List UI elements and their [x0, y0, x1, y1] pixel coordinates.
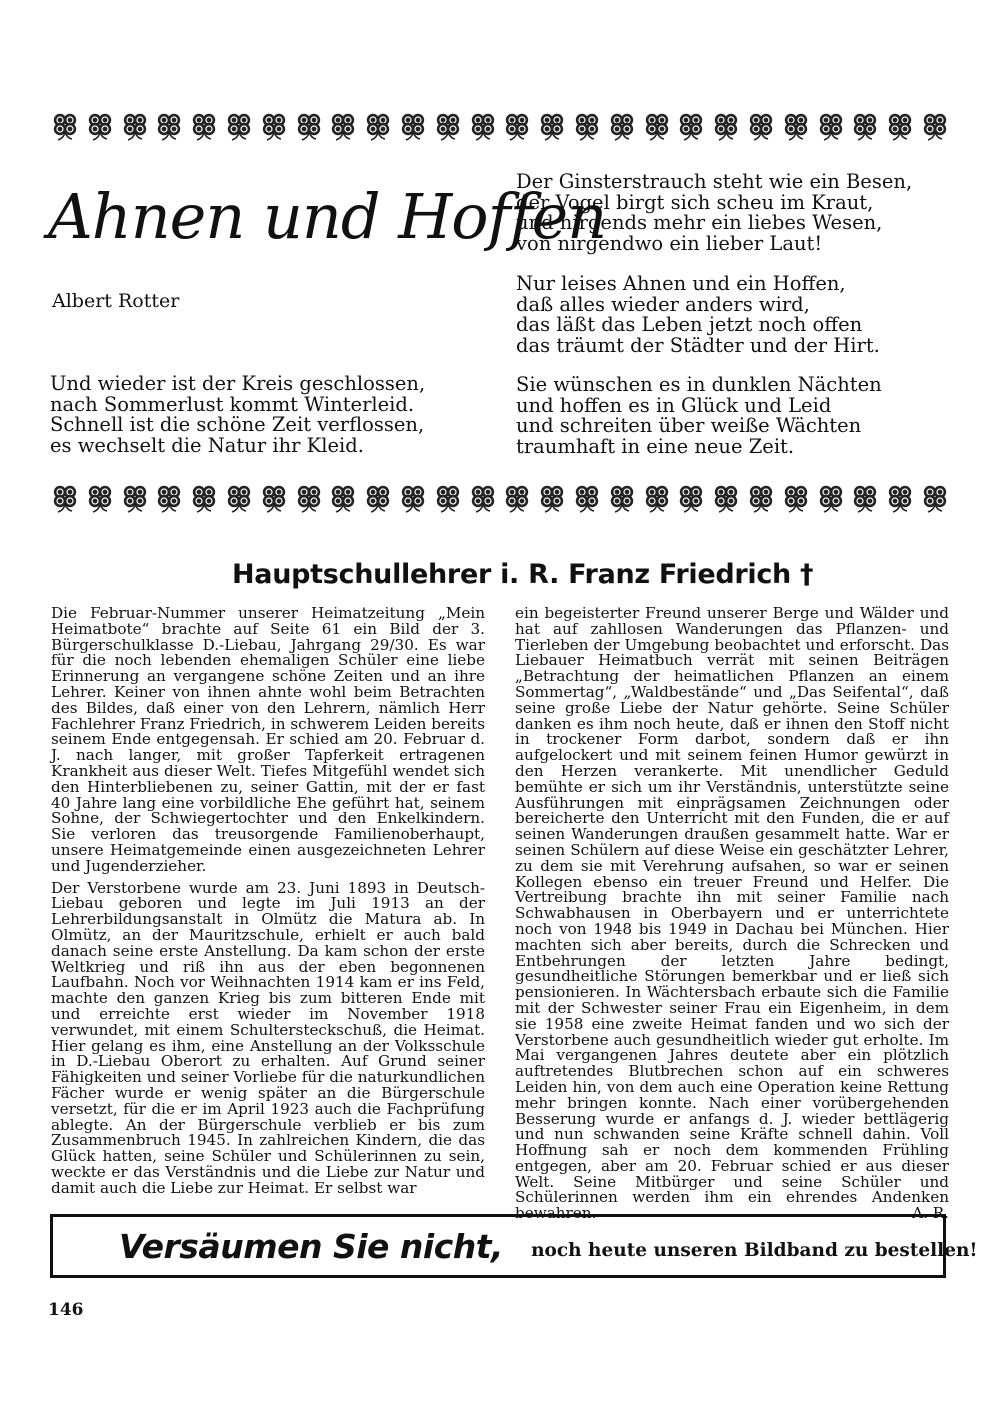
- cloverleaf-ornament-icon: [850, 110, 880, 142]
- obituary-signature: A. R.: [912, 1204, 949, 1223]
- poem-line: nach Sommerlust kommt Winterleid.: [50, 392, 415, 416]
- obituary-paragraph-text: ein begeisterter Freund unserer Berge und Wälder und hat auf zahllosen Wanderungen das Pflanzen- und Tierleben der Umgebung beobachtet und erforscht. Das Liebauer Heimatbuch verrät mit seinen Beiträgen „Betrachtung der heimatlichen Pflanzen an einem Sommertag“, „Waldbestände“ und „Das Seifental“, daß seine große Liebe der Natur gehörte. Seine Schüler danken es ihm noch heute, daß er ihnen den Stoff nicht in trockener Form darbot, sondern daß er ihn aufgelockert und mit seinem feinen Humor gewürzt in den Herzen verankerte. Mit unendlicher Geduld bemühte er sich um ihr Verständnis, unterstützte seine Ausführungen mit einprägsamen Zeichnungen oder bereicherte den Unterricht mit den Funden, die er auf seinen Wanderungen draußen gesammelt hatte. War er seinen Schülern auf diese Weise ein geschätzter Lehrer, zu dem sie mit Verehrung aufsahen, so war er seinen Kollegen ebenso ein treuer Freund und Helfer. Die Vertreibung brachte ihn mit seiner Familie nach Schwabhausen in Oberbayern und er unterrichtete noch von 1948 bis 1949 in Dachau bei München. Hier machten sich aber bereits, durch die Schrecken und Entbehrungen der letzten Jahre bedingt, gesundheitliche Störungen bemerkbar und er ließ sich pensionieren. In Wächtersbach erbaute sich die Familie mit der Schwester seiner Frau ein Eigenheim, in dem sie 1958 eine zweite Heimat fanden und wo sich der Verstorbene auch gesundheitlich wieder gut erholte. Im Mai vergangenen Jahres deutete aber ein plötzlich auftretendes Blutbrechen schon auf ein schweres Leiden hin, von dem auch eine Operation keine Rettung mehr bringen konnte. Nach einer vorübergehenden Besserung wurde er anfangs d. J. wieder bettlägerig und nun schwanden seine Kräfte schnell dahin. Voll Hoffnung sah er noch dem kommenden Frühling entgegen, aber am 20. Februar schied er aus dieser Welt. Seine Mitbürger und seine Schüler und Schülerinnen werden ihm ein ehrendes Andenken bewahren.: [515, 604, 949, 1223]
- ornament-border-bottom: [50, 476, 950, 520]
- advertisement-headline: Versäumen Sie nicht,: [119, 1226, 504, 1266]
- cloverleaf-ornament-icon: [154, 110, 184, 142]
- cloverleaf-ornament-icon: [224, 482, 254, 514]
- cloverleaf-ornament-icon: [433, 110, 463, 142]
- page-number: 146: [48, 1300, 84, 1320]
- poem-author: Albert Rotter: [52, 290, 180, 312]
- cloverleaf-ornament-icon: [468, 482, 498, 514]
- poem-stanza-right-3: [516, 375, 882, 457]
- cloverleaf-ornament-icon: [189, 482, 219, 514]
- cloverleaf-ornament-icon: [642, 482, 672, 514]
- cloverleaf-ornament-icon: [294, 110, 324, 142]
- poem-title: Ahnen und Hoffen: [48, 180, 607, 253]
- poem-line: es wechselt die Natur ihr Kleid.: [50, 433, 364, 457]
- cloverleaf-ornament-icon: [294, 482, 324, 514]
- ornament-border-top: [50, 104, 950, 148]
- cloverleaf-ornament-icon: [746, 482, 776, 514]
- advertisement-box: [50, 1214, 978, 1278]
- obituary-paragraph: Die Februar-Nummer unserer Heimatzeitung „Mein Heimatbote“ brachte auf Seite 61 ein Bild der 3. Bürgerschulklasse D.-Liebau, Jahrgang 29/30. Es war für die noch lebenden ehemaligen Schüler eine liebe Erinnerung an vergangene schöne Zeiten und an ihre Lehrer. Keiner von ihnen ahnte wohl beim Betrachten des Bildes, daß einer von den Lehrern, nämlich Herr Fachlehrer Franz Friedrich, in schwerem Leiden bereits seinem Ende entgegensah. Er schied am 20. Februar d. J. nach langer, mit großer Tapferkeit ertragenen Krankheit aus dieser Welt. Tiefes Mitgefühl wendet sich den Hinterbliebenen zu, seiner Gattin, mit der er fast 40 Jahre lang eine vorbildliche Ehe geführt hat, seinem Sohne, der Schwiegertochter und den Enkelkindern. Sie verloren das treusorgende Familienoberhaupt, unsere Heimatgemeinde einen ausgezeichneten Lehrer und Jugenderzieher.: [51, 604, 485, 875]
- cloverleaf-ornament-icon: [85, 110, 115, 142]
- cloverleaf-ornament-icon: [885, 482, 915, 514]
- cloverleaf-ornament-icon: [502, 110, 532, 142]
- obituary-paragraph: [515, 606, 949, 1222]
- cloverleaf-ornament-icon: [224, 110, 254, 142]
- cloverleaf-ornament-icon: [920, 482, 950, 514]
- cloverleaf-ornament-icon: [154, 482, 184, 514]
- cloverleaf-ornament-icon: [816, 482, 846, 514]
- cloverleaf-ornament-icon: [120, 110, 150, 142]
- cloverleaf-ornament-icon: [50, 482, 80, 514]
- poem-line: Und wieder ist der Kreis geschlossen,: [50, 372, 426, 395]
- cloverleaf-ornament-icon: [398, 482, 428, 514]
- cloverleaf-ornament-icon: [572, 482, 602, 514]
- cloverleaf-ornament-icon: [816, 110, 846, 142]
- obituary-title: Hauptschullehrer i. R. Franz Friedrich †: [232, 559, 814, 590]
- cloverleaf-ornament-icon: [537, 482, 567, 514]
- cloverleaf-ornament-icon: [189, 110, 219, 142]
- poem-line: traumhaft in eine neue Zeit.: [516, 434, 795, 458]
- cloverleaf-ornament-icon: [120, 482, 150, 514]
- cloverleaf-ornament-icon: [746, 110, 776, 142]
- cloverleaf-ornament-icon: [607, 110, 637, 142]
- poem-line: Nur leises Ahnen und ein Hoffen,: [516, 272, 846, 295]
- poem-line: das träumt der Städter und der Hirt.: [516, 333, 880, 357]
- obituary-column-left: [51, 606, 485, 1202]
- cloverleaf-ornament-icon: [850, 482, 880, 514]
- obituary-paragraph: Der Verstorbene wurde am 23. Juni 1893 in Deutsch-Liebau geboren und legte im Juli 1913 an der Lehrerbildungsanstalt in Olmütz die Matura ab. In Olmütz, an der Mauritzschule, erhielt er auch bald danach seine erste Anstellung. Da kam schon der erste Weltkrieg und riß ihn aus der eben begonnenen Laufbahn. Noch vor Weihnachten 1914 kam er ins Feld, machte den ganzen Krieg bis zum bitteren Ende mit und erreichte erst wieder im November 1918 verwundet, mit einem Schultersteckschuß, die Heimat. Hier gelang es ihm, eine Anstellung an der Volksschule in D.-Liebau Oberort zu erhalten. Auf Grund seiner Fähigkeiten und seiner Vorliebe für die naturkundlichen Fächer wurde er wenig später an die Bürgerschule versetzt, für die er im April 1923 auch die Fachprüfung ablegte. An der Bürgerschule verblieb er bis zum Zusammenbruch 1945. In zahlreichen Kindern, die das Glück hatten, seine Schüler und Schülerinnen zu sein, weckte er das Verständnis und die Liebe zur Natur und damit auch die Liebe zur Heimat. Er selbst war: [51, 878, 485, 1197]
- cloverleaf-ornament-icon: [502, 482, 532, 514]
- cloverleaf-ornament-icon: [468, 110, 498, 142]
- cloverleaf-ornament-icon: [50, 110, 80, 142]
- poem-stanza-left: [50, 374, 425, 456]
- cloverleaf-ornament-icon: [607, 482, 637, 514]
- poem-line: das läßt das Leben jetzt noch offen: [516, 313, 863, 336]
- poem-line: Der Ginsterstrauch steht wie ein Besen,: [516, 170, 913, 193]
- advertisement-text: noch heute unseren Bildband zu bestellen!: [531, 1239, 978, 1261]
- poem-line: Schnell ist die schöne Zeit verflossen,: [50, 413, 425, 436]
- cloverleaf-ornament-icon: [328, 110, 358, 142]
- obituary-column-right: [515, 606, 949, 1228]
- cloverleaf-ornament-icon: [433, 482, 463, 514]
- cloverleaf-ornament-icon: [537, 110, 567, 142]
- cloverleaf-ornament-icon: [259, 482, 289, 514]
- cloverleaf-ornament-icon: [572, 110, 602, 142]
- poem-line: und schreiten über weiße Wächten: [516, 414, 862, 437]
- poem-line: der Vogel birgt sich scheu im Kraut,: [516, 190, 874, 214]
- poem-stanza-right-2: [516, 274, 880, 356]
- poem-line: Sie wünschen es in dunklen Nächten: [516, 373, 882, 396]
- cloverleaf-ornament-icon: [781, 482, 811, 514]
- cloverleaf-ornament-icon: [711, 110, 741, 142]
- cloverleaf-ornament-icon: [676, 482, 706, 514]
- poem-line: daß alles wieder anders wird,: [516, 292, 810, 316]
- cloverleaf-ornament-icon: [363, 110, 393, 142]
- cloverleaf-ornament-icon: [85, 482, 115, 514]
- poem-line: von nirgendwo ein lieber Laut!: [516, 231, 823, 255]
- cloverleaf-ornament-icon: [259, 110, 289, 142]
- cloverleaf-ornament-icon: [711, 482, 741, 514]
- poem-line: und hoffen es in Glück und Leid: [516, 393, 832, 417]
- poem-stanza-right-1: [516, 172, 912, 254]
- cloverleaf-ornament-icon: [781, 110, 811, 142]
- cloverleaf-ornament-icon: [363, 482, 393, 514]
- cloverleaf-ornament-icon: [676, 110, 706, 142]
- cloverleaf-ornament-icon: [885, 110, 915, 142]
- cloverleaf-ornament-icon: [642, 110, 672, 142]
- cloverleaf-ornament-icon: [328, 482, 358, 514]
- cloverleaf-ornament-icon: [920, 110, 950, 142]
- cloverleaf-ornament-icon: [398, 110, 428, 142]
- poem-line: und nirgends mehr ein liebes Wesen,: [516, 211, 883, 234]
